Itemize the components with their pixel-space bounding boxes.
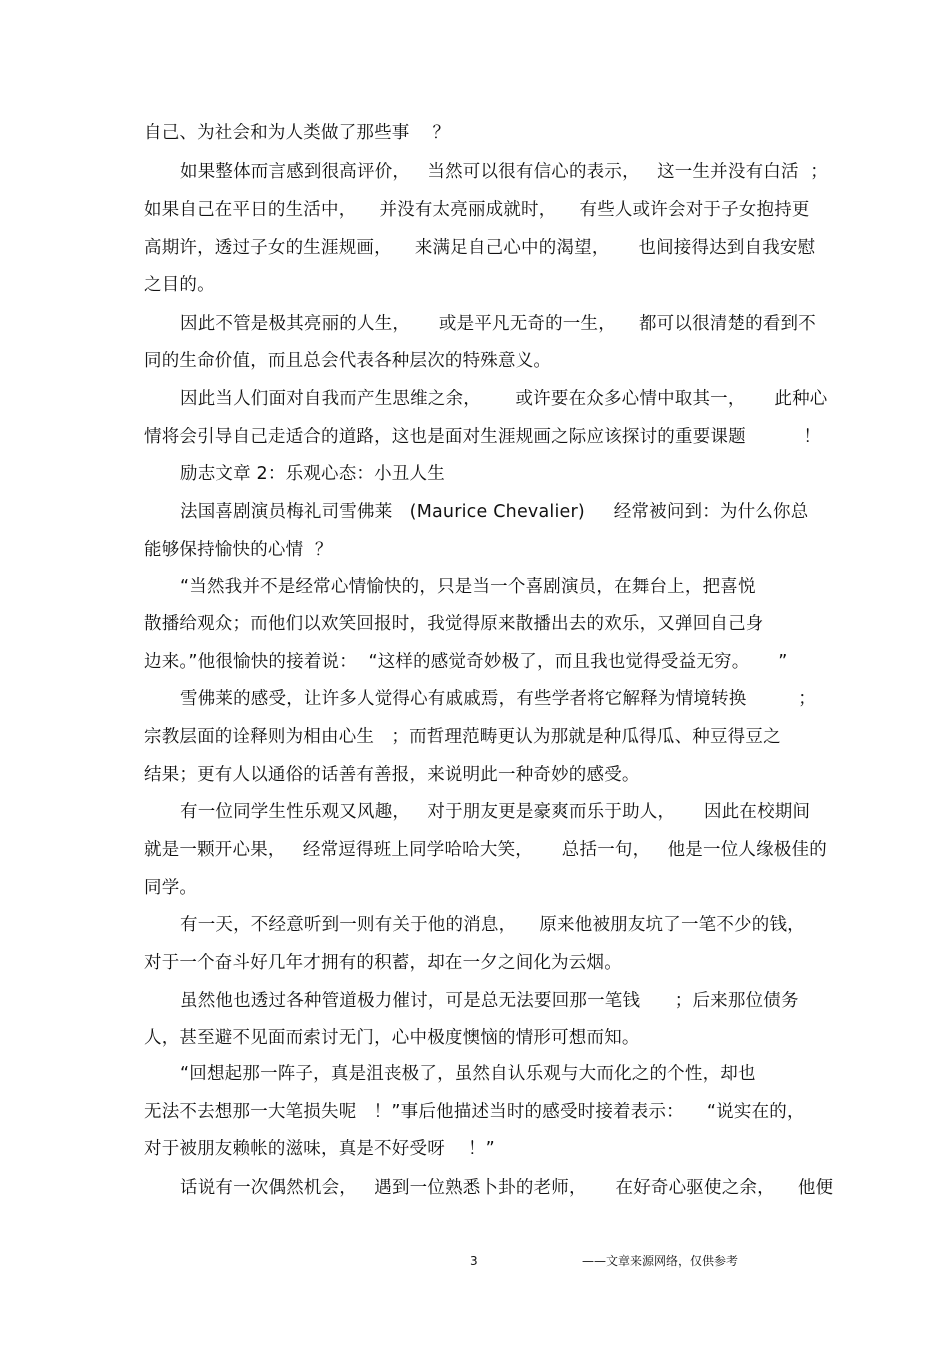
text-line: 虽然他也透过各种管道极力催讨，可是总无法要回那一笔钱 ；后来那位债务 [180, 991, 799, 1011]
text-line: 人，甚至避不见面而索讨无门，心中极度懊恼的情形可想而知。 [144, 1028, 640, 1048]
text-line: 有一天，不经意听到一则有关于他的消息， 原来他被朋友坑了一笔不少的钱， [180, 915, 805, 935]
text-line: 边来。”他很愉快的接着说： “这样的感觉奇妙极了，而且我也觉得受益无穷。 ” [144, 652, 788, 672]
text-line: 话说有一次偶然机会， 遇到一位熟悉卜卦的老师， 在好奇心驱使之余， 他便 [180, 1178, 834, 1198]
text-line: 同学。 [144, 878, 198, 898]
text-line: “回想起那一阵子，真是沮丧极了，虽然自认乐观与大而化之的个性，却也 [180, 1064, 756, 1084]
text-line: 因此当人们面对自我而产生思维之余， 或许要在众多心情中取其一， 此种心 [180, 389, 828, 409]
text-line: 散播给观众；而他们以欢笑回报时，我觉得原来散播出去的欢乐，又弹回自己身 [144, 614, 764, 634]
text-line: 如果整体而言感到很高评价， 当然可以很有信心的表示， 这一生并没有白活 ； [180, 162, 828, 182]
text-line: 能够保持愉快的心情 ？ [144, 540, 333, 560]
text-line: 如果自己在平日的生活中， 并没有太亮丽成就时， 有些人或许会对于子女抱持更 [144, 200, 810, 220]
page-number: 3 [470, 1254, 478, 1268]
text-line: 法国喜剧演员梅礼司雪佛莱 (Maurice Chevalier) 经常被问到：为什么你总 [180, 502, 809, 522]
text-line: 对于一个奋斗好几年才拥有的积蓄，却在一夕之间化为云烟。 [144, 953, 622, 973]
text-line: 结果；更有人以通俗的话善有善报，来说明此一种奇妙的感受。 [144, 765, 640, 785]
text-line: 雪佛莱的感受，让许多人觉得心有戚戚焉，有些学者将它解释为情境转换 ； [180, 689, 816, 709]
text-line: 无法不去想那一大笔损失呢 ！”事后他描述当时的感受时接着表示： “说实在的， [144, 1102, 805, 1122]
text-line: 就是一颗开心果， 经常逗得班上同学哈哈大笑， 总括一句， 他是一位人缘极佳的 [144, 840, 827, 860]
section-heading: 励志文章 2：乐观心态：小丑人生 [180, 464, 445, 484]
text-line: 高期许，透过子女的生涯规画， 来满足自己心中的渴望， 也间接得达到自我安慰 [144, 238, 816, 258]
text-line: 对于被朋友赖帐的滋味，真是不好受呀 ！” [144, 1139, 495, 1159]
text-line: 有一位同学生性乐观又风趣， 对于朋友更是豪爽而乐于助人， 因此在校期间 [180, 802, 811, 822]
text-line: 自己、为社会和为人类做了那些事 ？ [144, 123, 451, 143]
text-line: 因此不管是极其亮丽的人生， 或是平凡无奇的一生， 都可以很清楚的看到不 [180, 314, 816, 334]
source-note: ——文章来源网络，仅供参考 [582, 1254, 739, 1268]
text-line: 之目的。 [144, 275, 215, 295]
text-line: 宗教层面的诠释则为相由心生 ；而哲理范畴更认为那就是种瓜得瓜、种豆得豆之 [144, 727, 781, 747]
text-line: 情将会引导自己走适合的道路，这也是面对生涯规画之际应该探讨的重要课题 ！ [144, 427, 822, 447]
text-line: “当然我并不是经常心情愉快的，只是当一个喜剧演员，在舞台上，把喜悦 [180, 577, 756, 597]
text-line: 同的生命价值，而且总会代表各种层次的特殊意义。 [144, 351, 552, 371]
